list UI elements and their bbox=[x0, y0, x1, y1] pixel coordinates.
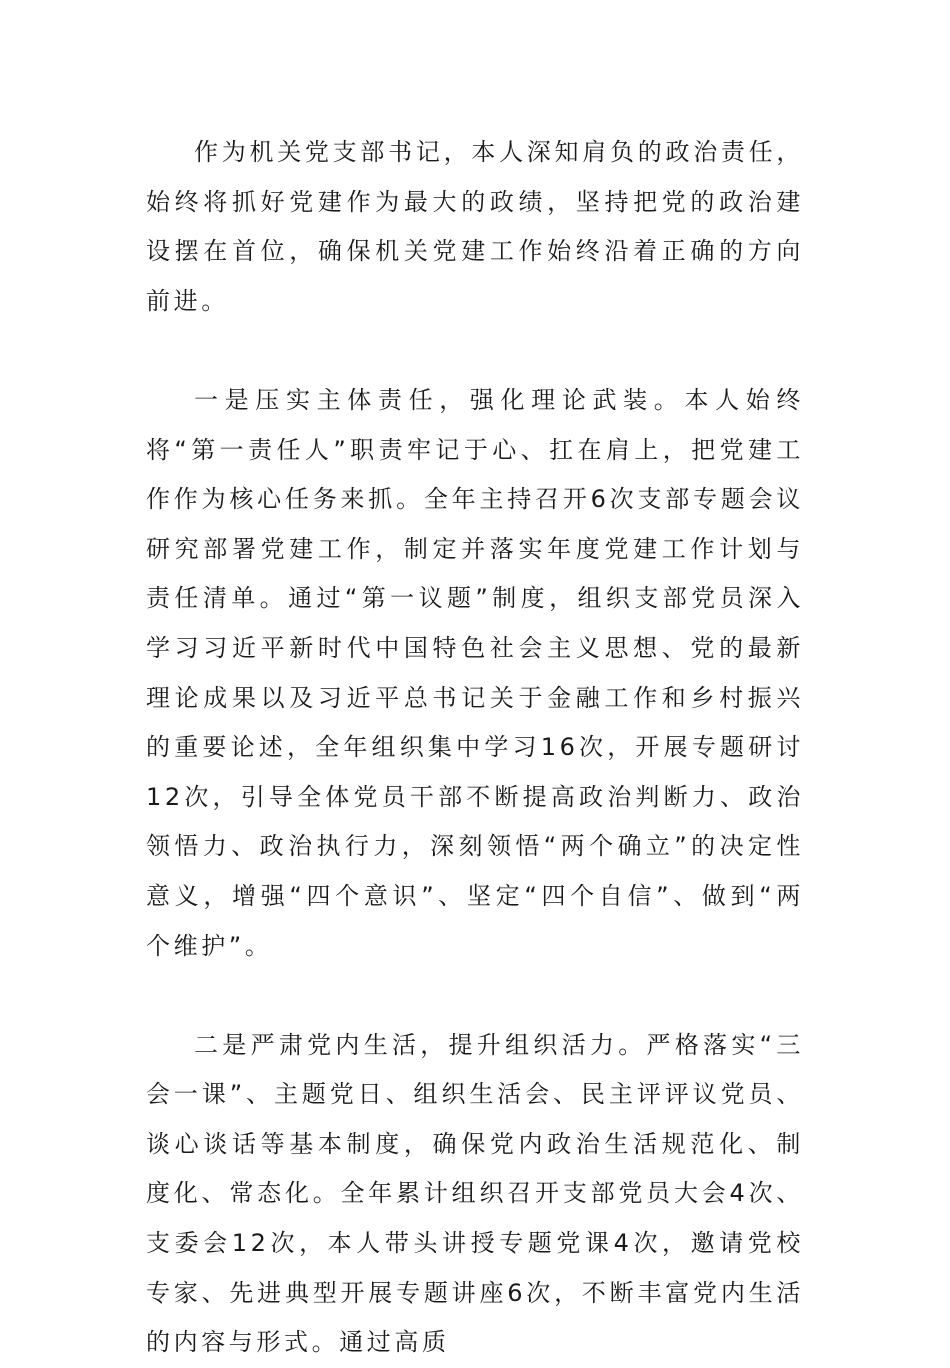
document-body bbox=[146, 128, 804, 1368]
paragraph-section-one: 一是压实主体责任，强化理论武装。本人始终将“第一责任人”职责牢记于心、扛在肩上，把党建工作作为核心任务来抓。全年主持召开6次支部专题会议研究部署党建工作，制定并落实年度党建工作计划与责任清单。通过“第一议题”制度，组织支部党员深入学习习近平新时代中国特色社会主义思想、党的最新理论成果以及习近平总书记关于金融工作和乡村振兴的重要论述，全年组织集中学习16次，开展专题研讨12次，引导全体党员干部不断提高政治判断力、政治领悟力、政治执行力，深刻领悟“两个确立”的决定性意义，增强“四个意识”、坚定“四个自信”、做到“两个维护”。 bbox=[146, 385, 804, 960]
paragraph-intro: 作为机关党支部书记，本人深知肩负的政治责任，始终将抓好党建作为最大的政绩，坚持把党的政治建设摆在首位，确保机关党建工作始终沿着正确的方向前进。 bbox=[146, 138, 804, 315]
paragraph-section-two: 二是严肃党内生活，提升组织活力。严格落实“三会一课”、主题党日、组织生活会、民主评评议党员、谈心谈话等基本制度，确保党内政治生活规范化、制度化、常态化。全年累计组织召开支部党员大会4次、支委会12次，本人带头讲授专题党课4次，邀请党校专家、先进典型开展专题讲座6次，不断丰富党内生活的内容与形式。通过高质 bbox=[146, 1030, 804, 1357]
